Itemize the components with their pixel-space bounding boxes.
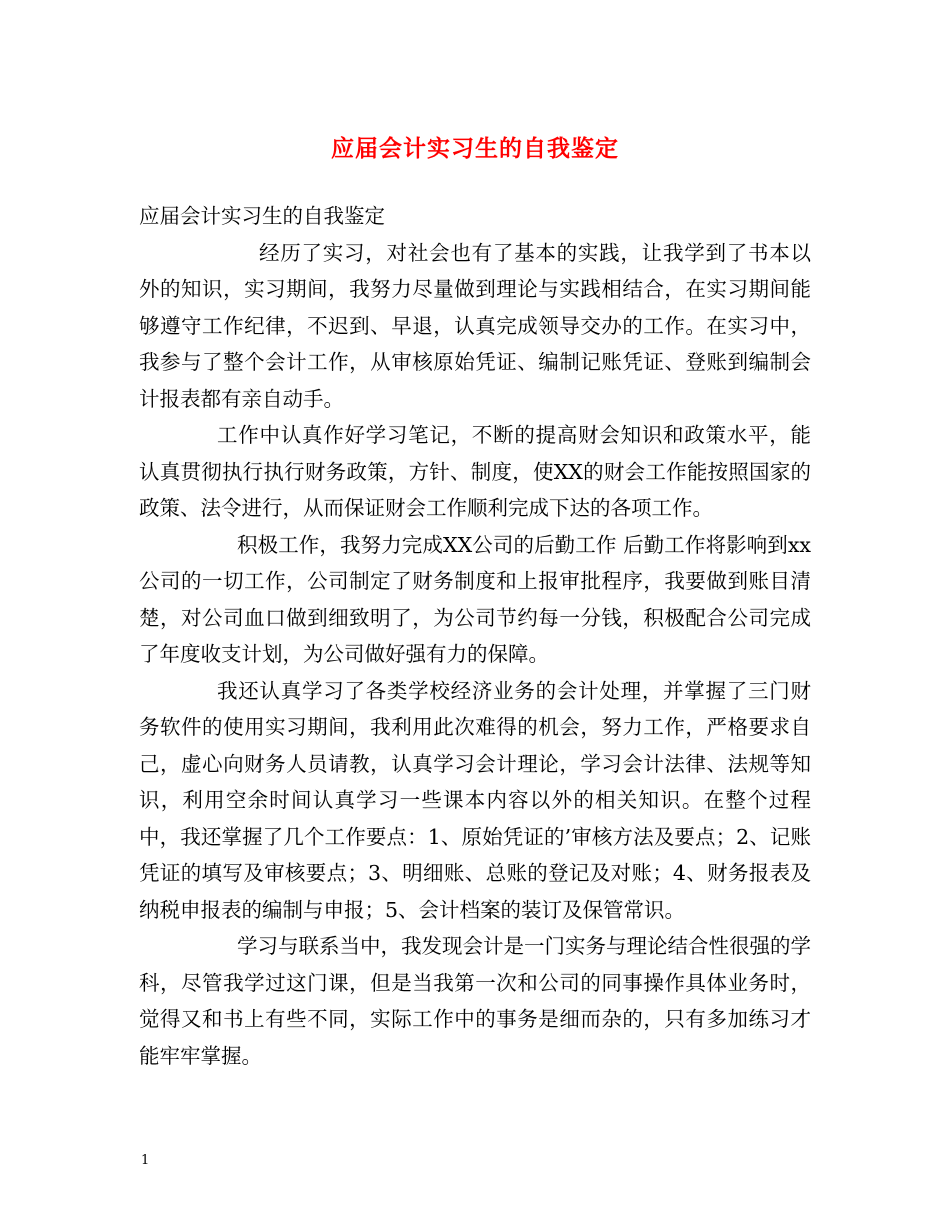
document-title: 应届会计实习生的自我鉴定: [331, 135, 619, 162]
document-subtitle: 应届会计实习生的自我鉴定: [139, 204, 385, 228]
document-body: [139, 198, 811, 1074]
paragraph-1: 经历了实习，对社会也有了基本的实践，让我学到了书本以外的知识，实习期间，我努力尽量做到理论与实践相结合，在实习期间能够遵守工作纪律，不迟到、早退，认真完成领导交办的工作。在实习中，我参与了整个会计工作，从审核原始凭证、编制记账凭证、登账到编制会计报表都有亲自动手。: [139, 240, 811, 411]
paragraph-4: 我还认真学习了各类学校经济业务的会计处理，并掌握了三门财务软件的使用实习期间，我利用此次难得的机会，努力工作，严格要求自己，虚心向财务人员请教，认真学习会计理论，学习会计法律、法规等知识，利用空余时间认真学习一些课本内容以外的相关知识。在整个过程中，我还掌握了几个工作要点：1、原始凭证的’审核方法及要点；2、记账凭证的填写及审核要点；3、明细账、总账的登记及对账；4、财务报表及纳税申报表的编制与申报；5、会计档案的装订及保管常识。: [139, 678, 811, 922]
paragraph-3: 积极工作，我努力完成XX公司的后勤工作 后勤工作将影响到xx公司的一切工作，公司制定了财务制度和上报审批程序，我要做到账目清楚，对公司血口做到细致明了，为公司节约每一分钱，积极配合公司完成了年度收支计划，为公司做好强有力的保障。: [139, 532, 811, 666]
paragraph-2: 工作中认真作好学习笔记，不断的提高财会知识和政策水平，能认真贯彻执行执行财务政策，方针、制度，使XX的财会工作能按照国家的政策、法令进行，从而保证财会工作顺利完成下达的各项工作。: [139, 423, 811, 520]
page-number: 1: [141, 1153, 150, 1168]
paragraph-5: 学习与联系当中，我发现会计是一门实务与理论结合性很强的学科，尽管我学过这门课，但是当我第一次和公司的同事操作具体业务时，觉得又和书上有些不同，实际工作中的事务是细而杂的，只有多加练习才能牢牢掌握。: [139, 934, 811, 1068]
